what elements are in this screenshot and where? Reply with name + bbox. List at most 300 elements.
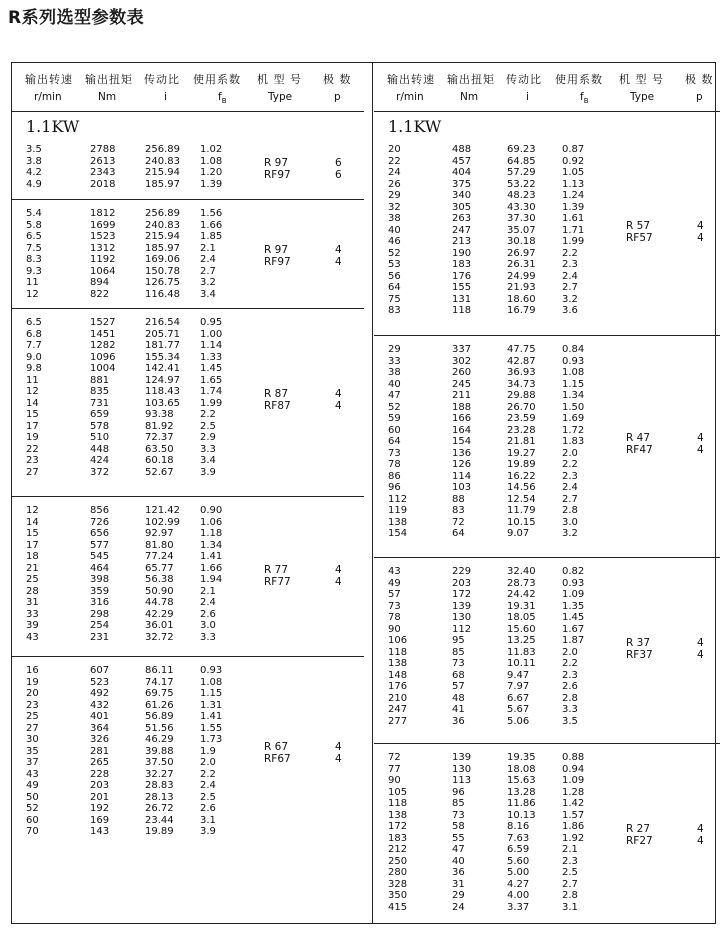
torque-cell: 85: [452, 646, 465, 658]
torque-cell: 457: [452, 155, 472, 167]
left-table-half: [12, 63, 364, 923]
factor-cell: 1.72: [562, 424, 585, 436]
ratio-cell: 47.75: [507, 344, 536, 355]
factor-cell: 1.45: [562, 612, 585, 623]
ratio-cell: 72.37: [145, 432, 174, 443]
table-row: [374, 494, 720, 506]
ratio-cell: 5.67: [507, 704, 530, 715]
ratio-cell: 36.93: [507, 367, 536, 378]
speed-cell: 328: [388, 878, 408, 890]
ratio-cell: 28.13: [145, 791, 174, 803]
pole-count: [697, 823, 704, 847]
torque-cell: 656: [90, 528, 110, 539]
ratio-cell: 19.89: [145, 826, 174, 837]
factor-cell: 2.0: [562, 447, 578, 459]
ratio-cell: 23.28: [507, 424, 536, 436]
ratio-cell: 93.38: [145, 409, 174, 420]
speed-cell: 78: [388, 459, 401, 470]
ratio-cell: 118.43: [145, 386, 180, 397]
model-name: R 97: [264, 157, 288, 169]
ratio-cell: 28.73: [507, 577, 536, 589]
torque-cell: 2613: [90, 155, 116, 167]
factor-cell: 3.9: [200, 826, 216, 837]
ratio-cell: 15.63: [507, 775, 536, 786]
ratio-cell: 11.86: [507, 798, 536, 809]
torque-cell: 103: [452, 482, 472, 493]
table-row: [12, 609, 364, 621]
torque-cell: 139: [452, 752, 472, 763]
speed-cell: 8.3: [26, 254, 42, 265]
ratio-cell: 15.60: [507, 623, 536, 635]
table-row: [12, 409, 364, 421]
factor-cell: 1.08: [200, 676, 223, 688]
speed-cell: 3.5: [26, 144, 42, 155]
factor-cell: 2.7: [562, 878, 578, 890]
torque-cell: 155: [452, 282, 472, 293]
factor-cell: 2.3: [562, 470, 578, 482]
factor-cell: 1.41: [200, 711, 223, 722]
model-group: [374, 743, 720, 924]
torque-cell: 424: [90, 455, 110, 466]
speed-header-unit: r/min: [34, 91, 62, 103]
column-divider: [372, 63, 373, 923]
factor-header-label: 使用系数: [193, 73, 241, 86]
pole-count: [335, 741, 342, 765]
speed-cell: 17: [26, 420, 39, 432]
table-row: [374, 156, 720, 168]
speed-cell: 49: [388, 577, 401, 589]
ratio-cell: 205.71: [145, 328, 180, 340]
factor-cell: 2.1: [200, 242, 216, 254]
model-name: R 37: [626, 636, 650, 649]
factor-cell: 1.56: [200, 208, 223, 219]
torque-cell: 188: [452, 401, 472, 413]
ratio-cell: 63.50: [145, 443, 174, 455]
factor-cell: 2.2: [562, 247, 578, 259]
factor-cell: 1.08: [200, 155, 223, 167]
model-type: [626, 823, 653, 847]
torque-cell: 1282: [90, 340, 116, 351]
speed-cell: 20: [388, 144, 401, 155]
model-group: [12, 496, 364, 657]
factor-cell: 1.69: [562, 413, 585, 424]
factor-cell: 1.66: [200, 219, 223, 231]
model-group: [12, 656, 364, 924]
speed-cell: 15: [26, 528, 39, 539]
ratio-cell: 64.85: [507, 155, 536, 167]
ratio-header-label: 传动比: [144, 73, 180, 86]
torque-cell: 64: [452, 528, 465, 539]
table-row: [12, 289, 364, 301]
factor-cell: 1.86: [562, 821, 585, 832]
torque-cell: 545: [90, 551, 110, 562]
model-type: [264, 564, 291, 588]
speed-cell: 90: [388, 623, 401, 635]
torque-cell: 176: [452, 270, 472, 282]
ratio-cell: 74.17: [145, 676, 174, 688]
torque-header-label: 输出扭矩: [85, 73, 133, 86]
ratio-cell: 29.88: [507, 390, 536, 401]
torque-cell: 1523: [90, 231, 116, 242]
torque-cell: 131: [452, 293, 472, 305]
factor-cell: 1.18: [200, 528, 223, 539]
ratio-cell: 240.83: [145, 155, 180, 167]
ratio-cell: 102.99: [145, 516, 180, 528]
speed-cell: 250: [388, 855, 408, 867]
torque-cell: 364: [90, 722, 110, 734]
torque-cell: 263: [452, 213, 472, 224]
speed-cell: 57: [388, 589, 401, 600]
torque-cell: 24: [452, 901, 465, 913]
speed-cell: 52: [388, 247, 401, 259]
speed-cell: 118: [388, 798, 408, 809]
ratio-cell: 10.11: [507, 658, 536, 669]
ratio-cell: 11.79: [507, 505, 536, 516]
factor-cell: 3.3: [562, 704, 578, 715]
ratio-cell: 28.83: [145, 780, 174, 791]
speed-cell: 18: [26, 551, 39, 562]
table-row: [12, 231, 364, 243]
factor-cell: 1.15: [200, 688, 223, 699]
speed-cell: 4.9: [26, 178, 42, 190]
ratio-cell: 256.89: [145, 144, 180, 155]
table-row: [12, 505, 364, 517]
model-name: R 77: [264, 564, 288, 576]
factor-cell: 3.1: [562, 901, 578, 913]
factor-cell: 1.33: [200, 351, 223, 363]
model-name: R 57: [626, 220, 650, 233]
torque-cell: 68: [452, 669, 465, 681]
model-type: [264, 741, 291, 765]
ratio-cell: 12.54: [507, 493, 536, 505]
table-row: [374, 367, 720, 379]
ratio-cell: 181.77: [145, 340, 180, 351]
factor-cell: 0.92: [562, 155, 585, 167]
model-name: R 87: [264, 387, 288, 400]
factor-cell: 2.4: [200, 254, 216, 265]
speed-cell: 9.0: [26, 351, 42, 363]
factor-cell: 3.4: [200, 288, 216, 300]
speed-cell: 138: [388, 658, 408, 669]
pole-value: 4: [697, 220, 704, 233]
table-header: [12, 63, 364, 112]
model-name: RF27: [626, 834, 653, 847]
table-row: [12, 700, 364, 712]
ratio-cell: 42.87: [507, 355, 536, 367]
table-row: [374, 658, 720, 670]
table-row: [12, 208, 364, 220]
speed-cell: 77: [388, 763, 401, 775]
ratio-cell: 4.00: [507, 890, 530, 901]
pole-value: 4: [335, 256, 342, 268]
torque-cell: 1192: [90, 254, 116, 265]
torque-cell: 245: [452, 378, 472, 390]
table-row: [374, 356, 720, 368]
ratio-cell: 39.88: [145, 745, 174, 757]
speed-cell: 52: [388, 401, 401, 413]
pole-value: 4: [335, 564, 342, 576]
ratio-cell: 32.72: [145, 631, 174, 643]
ratio-cell: 3.37: [507, 901, 530, 913]
ratio-cell: 56.89: [145, 711, 174, 722]
speed-cell: 60: [388, 424, 401, 436]
factor-cell: 2.5: [562, 867, 578, 878]
speed-cell: 12: [26, 288, 39, 300]
ratio-cell: 69.75: [145, 688, 174, 699]
speed-cell: 11: [26, 277, 39, 288]
torque-cell: 96: [452, 786, 465, 798]
table-row: [374, 225, 720, 237]
speed-cell: 40: [388, 224, 401, 236]
table-row: [12, 620, 364, 632]
factor-cell: 2.3: [562, 855, 578, 867]
torque-cell: 731: [90, 397, 110, 409]
speed-cell: 7.7: [26, 340, 42, 351]
model-type: [264, 244, 291, 268]
factor-header-unit: f: [580, 91, 584, 103]
table-row: [374, 775, 720, 787]
torque-header-label: 输出扭矩: [447, 73, 495, 86]
torque-cell: 375: [452, 178, 472, 190]
ratio-cell: 169.06: [145, 254, 180, 265]
torque-cell: 305: [452, 201, 472, 213]
poles-header-unit: p: [696, 91, 703, 103]
factor-cell: 1.13: [562, 178, 585, 190]
factor-cell: 2.5: [200, 791, 216, 803]
speed-cell: 59: [388, 413, 401, 424]
factor-cell: 2.0: [200, 757, 216, 768]
factor-cell: 3.2: [562, 528, 578, 539]
factor-cell: 2.2: [562, 658, 578, 669]
table-row: [12, 352, 364, 364]
torque-cell: 57: [452, 681, 465, 692]
factor-cell: 2.4: [562, 482, 578, 493]
ratio-cell: 69.23: [507, 144, 536, 155]
torque-cell: 72: [452, 516, 465, 528]
speed-cell: 53: [388, 259, 401, 270]
ratio-cell: 56.38: [145, 574, 174, 585]
factor-cell: 1.85: [200, 231, 223, 242]
model-group: [374, 335, 720, 558]
factor-cell: 1.71: [562, 224, 585, 236]
table-row: [12, 826, 364, 838]
table-row: [374, 647, 720, 659]
torque-cell: 130: [452, 612, 472, 623]
factor-cell: 1.42: [562, 798, 585, 809]
torque-cell: 1699: [90, 219, 116, 231]
speed-cell: 26: [388, 178, 401, 190]
factor-cell: 3.5: [562, 715, 578, 727]
table-row: [12, 455, 364, 467]
ratio-cell: 26.72: [145, 803, 174, 814]
table-row: [374, 213, 720, 225]
model-name: RF77: [264, 576, 291, 588]
table-row: [374, 902, 720, 914]
torque-cell: 316: [90, 597, 110, 608]
speed-cell: 23: [26, 455, 39, 466]
table-row: [12, 632, 364, 644]
speed-cell: 28: [26, 585, 39, 597]
ratio-cell: 9.47: [507, 669, 530, 681]
table-row: [374, 601, 720, 613]
factor-cell: 1.34: [200, 539, 223, 551]
model-name: RF97: [264, 256, 291, 268]
factor-cell: 1.57: [562, 809, 585, 821]
torque-cell: 29: [452, 890, 465, 901]
model-header-unit: Type: [630, 91, 655, 103]
ratio-cell: 52.67: [145, 466, 174, 478]
factor-cell: 1.61: [562, 213, 585, 224]
factor-cell: 2.6: [562, 681, 578, 692]
speed-cell: 118: [388, 646, 408, 658]
table-row: [374, 787, 720, 799]
factor-cell: 0.95: [200, 317, 223, 328]
pole-count: [335, 388, 342, 412]
table-row: [12, 421, 364, 433]
table-row: [374, 448, 720, 460]
table-row: [374, 190, 720, 202]
factor-cell: 1.67: [562, 623, 585, 635]
factor-cell: 2.6: [200, 803, 216, 814]
speed-cell: 3.8: [26, 155, 42, 167]
torque-cell: 432: [90, 699, 110, 711]
table-row: [12, 746, 364, 758]
factor-cell: 3.3: [200, 631, 216, 643]
table-row: [374, 856, 720, 868]
factor-cell: 3.9: [200, 466, 216, 478]
pole-value: 4: [697, 232, 704, 245]
speed-cell: 176: [388, 681, 408, 692]
ratio-cell: 5.60: [507, 855, 530, 867]
table-row: [12, 551, 364, 563]
factor-cell: 3.0: [562, 516, 578, 528]
speed-cell: 277: [388, 715, 408, 727]
ratio-cell: 5.06: [507, 715, 530, 727]
pole-value: 4: [697, 648, 704, 661]
table-row: [374, 764, 720, 776]
ratio-cell: 77.24: [145, 551, 174, 562]
table-row: [374, 844, 720, 856]
torque-cell: 211: [452, 390, 472, 401]
speed-cell: 83: [388, 305, 401, 316]
pole-value: 6: [335, 169, 342, 181]
table-row: [374, 425, 720, 437]
torque-cell: 302: [452, 355, 472, 367]
speed-cell: 25: [26, 711, 39, 722]
model-name: RF97: [264, 169, 291, 181]
speed-cell: 31: [26, 597, 39, 608]
factor-cell: 1.74: [200, 386, 223, 397]
speed-cell: 22: [388, 155, 401, 167]
table-row: [374, 693, 720, 705]
torque-cell: 881: [90, 374, 110, 386]
torque-cell: 577: [90, 539, 110, 551]
pole-value: 4: [335, 753, 342, 766]
torque-cell: 58: [452, 821, 465, 832]
model-group: [374, 111, 720, 335]
ratio-cell: 26.70: [507, 401, 536, 413]
ratio-cell: 215.94: [145, 231, 180, 242]
speed-cell: 33: [388, 355, 401, 367]
torque-cell: 73: [452, 809, 465, 821]
model-header-label: 机 型 号: [619, 73, 664, 86]
speed-cell: 52: [26, 803, 39, 814]
torque-cell: 398: [90, 574, 110, 585]
ratio-cell: 103.65: [145, 397, 180, 409]
model-name: RF37: [626, 648, 653, 661]
torque-cell: 143: [90, 826, 110, 837]
torque-cell: 281: [90, 745, 110, 757]
table-row: [12, 780, 364, 792]
speed-cell: 9.8: [26, 363, 42, 374]
torque-cell: 254: [90, 620, 110, 631]
table-row: [374, 833, 720, 845]
ratio-cell: 16.79: [507, 305, 536, 316]
table-row: [374, 167, 720, 179]
model-name: RF47: [626, 443, 653, 456]
ratio-cell: 30.18: [507, 236, 536, 247]
speed-cell: 49: [26, 780, 39, 791]
factor-cell: 2.8: [562, 890, 578, 901]
factor-cell: 1.73: [200, 734, 223, 745]
torque-cell: 2343: [90, 167, 116, 178]
torque-cell: 822: [90, 288, 110, 300]
ratio-cell: 35.07: [507, 224, 536, 236]
torque-cell: 659: [90, 409, 110, 420]
model-group: [374, 557, 720, 744]
speed-cell: 33: [26, 608, 39, 620]
pole-count: [697, 220, 704, 244]
ratio-cell: 11.83: [507, 646, 536, 658]
torque-cell: 340: [452, 190, 472, 201]
speed-cell: 90: [388, 775, 401, 786]
model-name: RF57: [626, 232, 653, 245]
speed-cell: 11: [26, 374, 39, 386]
torque-cell: 213: [452, 236, 472, 247]
torque-cell: 1064: [90, 265, 116, 277]
table-row: [12, 144, 364, 156]
poles-header-label: 极 数: [323, 73, 352, 86]
ratio-cell: 81.92: [145, 420, 174, 432]
ratio-cell: 18.05: [507, 612, 536, 623]
speed-cell: 29: [388, 344, 401, 355]
ratio-cell: 6.59: [507, 844, 530, 855]
torque-cell: 48: [452, 692, 465, 704]
table-row: [12, 375, 364, 387]
torque-cell: 31: [452, 878, 465, 890]
torque-cell: 523: [90, 676, 110, 688]
ratio-cell: 4.27: [507, 878, 530, 890]
table-row: [374, 390, 720, 402]
speed-cell: 86: [388, 470, 401, 482]
speed-header-label: 输出转速: [387, 73, 435, 86]
factor-cell: 3.0: [200, 620, 216, 631]
torque-cell: 1096: [90, 351, 116, 363]
table-row: [12, 467, 364, 479]
speed-cell: 37: [26, 757, 39, 768]
factor-cell: 3.2: [200, 277, 216, 288]
torque-cell: 192: [90, 803, 110, 814]
factor-cell: 1.08: [562, 367, 585, 378]
table-row: [374, 379, 720, 391]
speed-cell: 23: [26, 699, 39, 711]
model-type: [626, 220, 653, 244]
torque-cell: 228: [90, 768, 110, 780]
model-group: [12, 111, 364, 199]
model-type: [626, 637, 653, 661]
factor-cell: 2.8: [562, 692, 578, 704]
factor-cell: 2.9: [200, 432, 216, 443]
